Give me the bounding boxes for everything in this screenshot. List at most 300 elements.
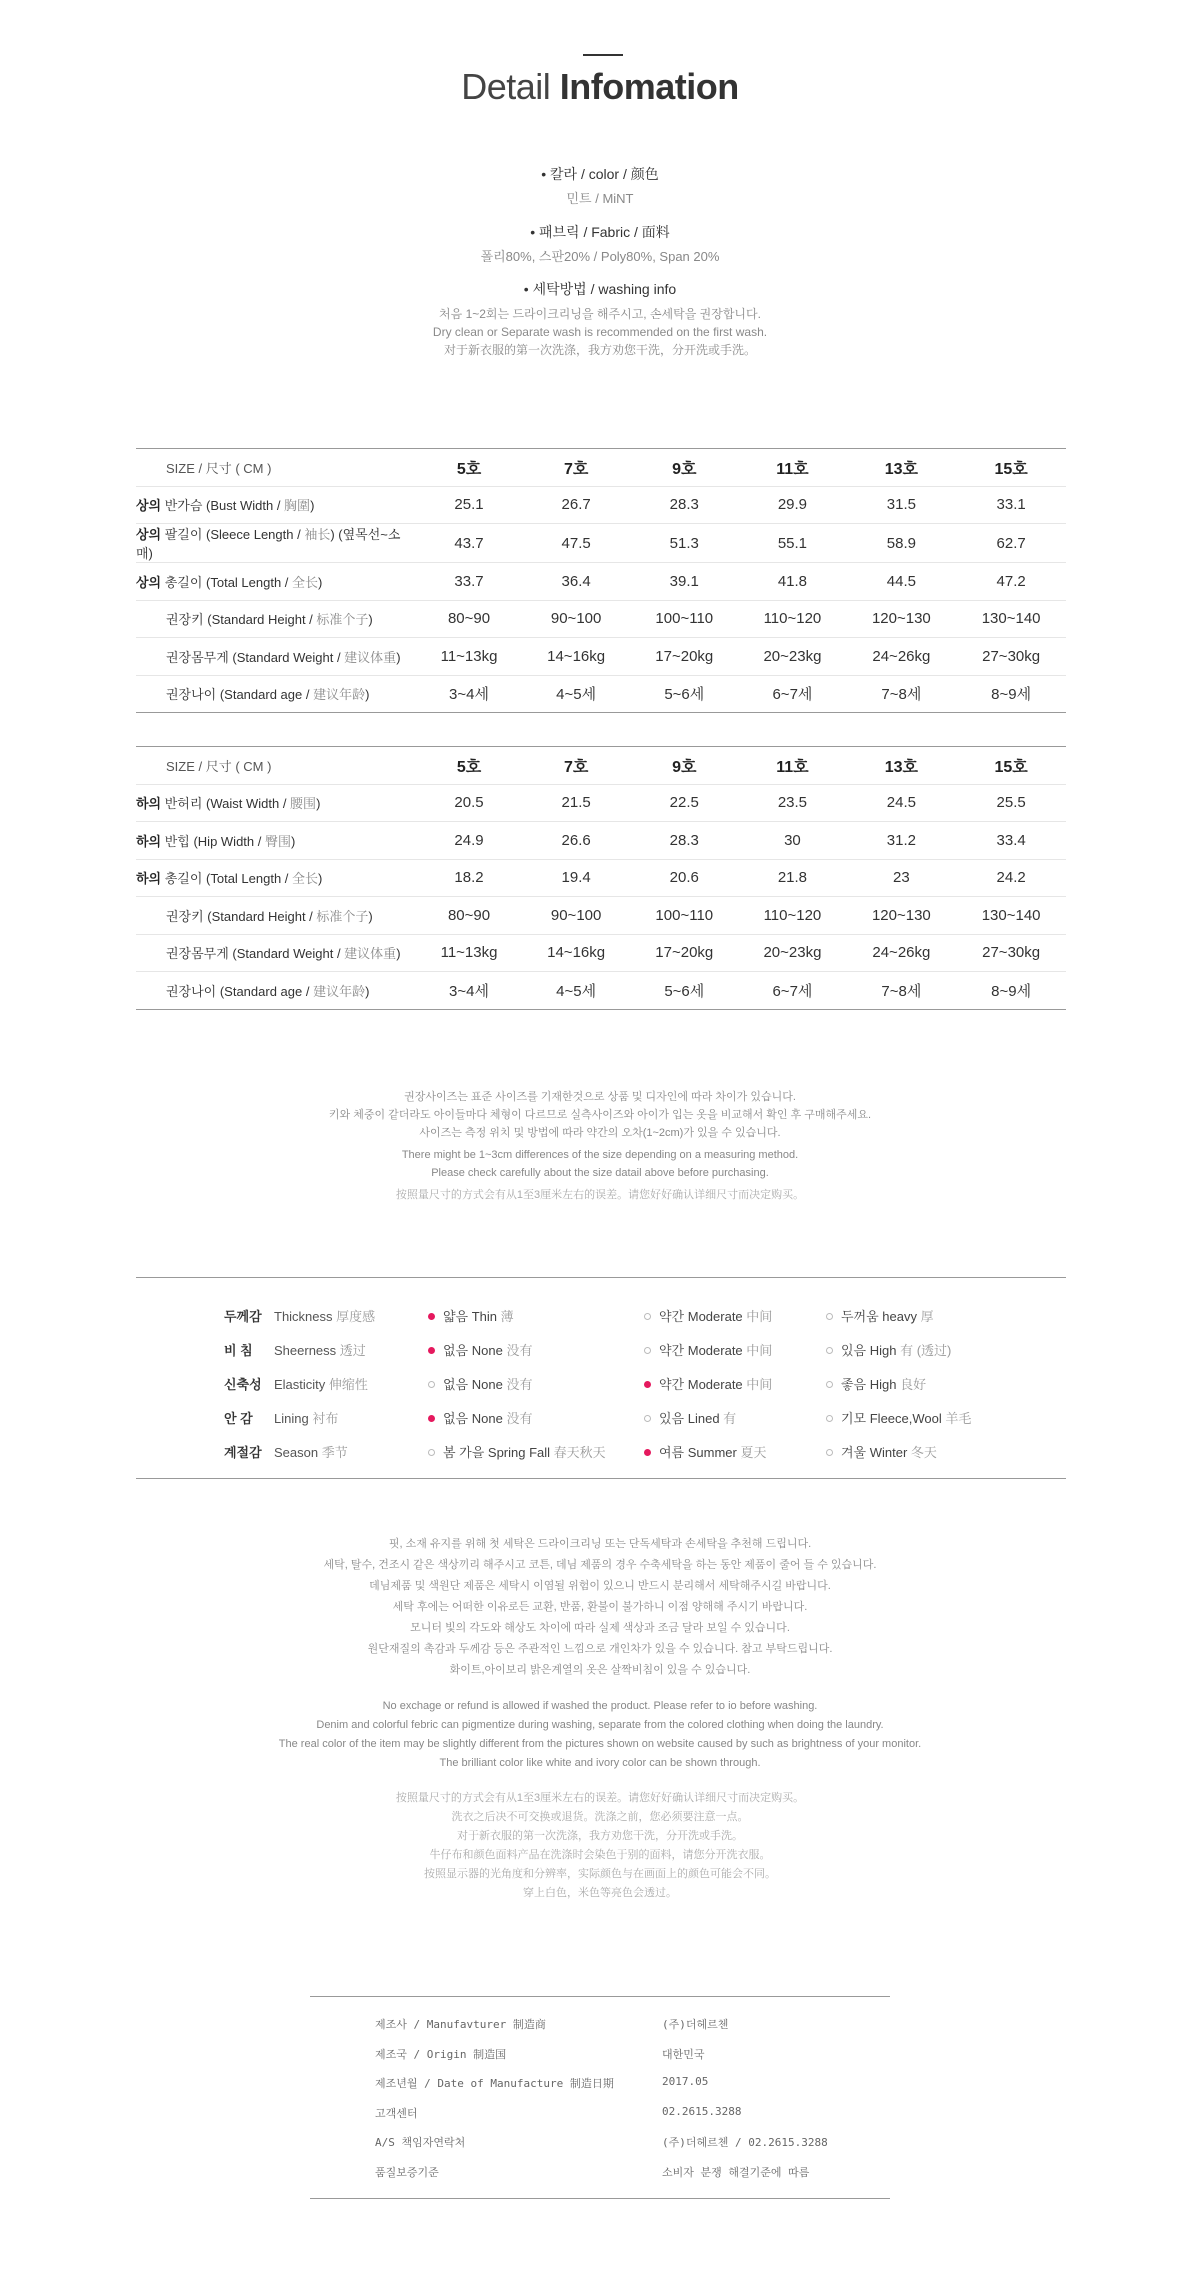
table-cell: 21.5 bbox=[522, 784, 630, 822]
property-en-text: Sheerness bbox=[274, 1343, 340, 1358]
table-cell: 43.7 bbox=[416, 524, 522, 563]
size-header-cell: 7호 bbox=[522, 449, 630, 487]
property-label: 비 침 bbox=[224, 1343, 253, 1358]
property-option bbox=[826, 1442, 937, 1461]
care-line-en: The brilliant color like white and ivory color can be shown through. bbox=[439, 1757, 761, 1769]
option-en: Moderate bbox=[687, 1309, 747, 1324]
row-label bbox=[136, 897, 416, 935]
table-cell: 80~90 bbox=[416, 897, 522, 935]
table-cell: 90~100 bbox=[522, 600, 630, 638]
table-row bbox=[136, 784, 1066, 822]
option-zh: 良好 bbox=[900, 1377, 927, 1392]
table-cell: 31.5 bbox=[847, 486, 957, 524]
row-label-category: 하의 bbox=[136, 871, 162, 887]
property-zh-text: 伸缩性 bbox=[328, 1377, 368, 1392]
table-cell: 24~26kg bbox=[847, 638, 957, 676]
table-cell: 8~9세 bbox=[956, 972, 1066, 1010]
row-label-zh: 袖长 bbox=[304, 527, 331, 542]
washing-note-kr: 처음 1~2회는 드라이크리닝을 해주시고, 손세탁을 권장합니다. bbox=[439, 307, 761, 321]
size-note-en-1: There might be 1~3cm differences of the size depending on a measuring method. bbox=[401, 1149, 799, 1161]
table-cell: 20.6 bbox=[630, 859, 738, 897]
table-cell: 17~20kg bbox=[630, 934, 738, 972]
table-cell: 36.4 bbox=[522, 563, 630, 601]
option-zh: 有 bbox=[723, 1411, 737, 1426]
table-cell: 3~4세 bbox=[416, 972, 522, 1010]
property-row bbox=[136, 1306, 1066, 1326]
table-cell: 58.9 bbox=[847, 524, 957, 563]
table-cell: 8~9세 bbox=[956, 675, 1066, 713]
size-note-zh: 按照量尺寸的方式会有从1至3厘米左右的误差。请您好好确认详细尺寸而决定购买。 bbox=[395, 1189, 805, 1201]
table-row bbox=[136, 859, 1066, 897]
size-header-cell: 9호 bbox=[630, 449, 738, 487]
property-option bbox=[644, 1340, 772, 1359]
table-cell: 20.5 bbox=[416, 784, 522, 822]
color-heading: • 칼라 / color / 颜色 bbox=[541, 166, 659, 182]
table-cell: 4~5세 bbox=[522, 972, 630, 1010]
option-kr: 있음 bbox=[659, 1411, 688, 1426]
option-zh: 薄 bbox=[500, 1309, 514, 1324]
manufacturer-value: 대한민국 bbox=[662, 2047, 705, 2061]
size-header-cell: 5호 bbox=[416, 449, 522, 487]
row-label-zh: 臀围 bbox=[264, 833, 291, 849]
table-cell: 90~100 bbox=[522, 897, 630, 935]
size-header-cell: 11호 bbox=[738, 449, 846, 487]
manufacturer-row bbox=[310, 2046, 890, 2062]
property-label-en bbox=[274, 1374, 368, 1393]
row-label-end: ) bbox=[396, 946, 401, 962]
row-label-category: 상의 bbox=[136, 498, 162, 514]
table-cell: 7~8세 bbox=[847, 972, 957, 1010]
size-header-cell: 5호 bbox=[416, 747, 522, 785]
selected-dot-icon bbox=[428, 1415, 435, 1422]
care-notes-zh bbox=[0, 1789, 1200, 1903]
table-cell: 14~16kg bbox=[522, 934, 630, 972]
option-kr: 약간 bbox=[659, 1309, 688, 1324]
option-kr: 없음 bbox=[443, 1411, 472, 1426]
property-zh-text: 季节 bbox=[321, 1445, 348, 1460]
property-label: 안 감 bbox=[224, 1411, 253, 1426]
property-option bbox=[826, 1340, 951, 1359]
row-label-zh: 腰围 bbox=[290, 796, 317, 812]
title-light: Detail bbox=[461, 66, 551, 107]
table-cell: 31.2 bbox=[847, 822, 957, 860]
table-cell: 18.2 bbox=[416, 859, 522, 897]
option-en: Lined bbox=[687, 1411, 724, 1426]
fabric-properties bbox=[136, 1277, 1066, 1479]
property-row bbox=[136, 1340, 1066, 1360]
table-cell: 80~90 bbox=[416, 600, 522, 638]
table-cell: 130~140 bbox=[956, 897, 1066, 935]
row-label-text: 권장나이 (Standard age / bbox=[166, 687, 314, 703]
care-line-zh: 按照量尺寸的方式会有从1至3厘米左右的误差。请您好好确认详细尺寸而决定购买。 bbox=[395, 1792, 805, 1804]
table-cell: 27~30kg bbox=[956, 934, 1066, 972]
manufacturer-value: 2017.05 bbox=[662, 2075, 709, 2088]
table-cell: 47.2 bbox=[956, 563, 1066, 601]
table-cell: 4~5세 bbox=[522, 675, 630, 713]
option-en: High bbox=[869, 1343, 901, 1358]
row-label-end: ) bbox=[318, 574, 323, 590]
table-row bbox=[136, 897, 1066, 935]
table-row bbox=[136, 675, 1066, 713]
unselected-dot-icon bbox=[826, 1415, 833, 1422]
property-option bbox=[826, 1408, 971, 1427]
table-header-row bbox=[136, 449, 1066, 487]
table-cell: 62.7 bbox=[956, 524, 1066, 563]
property-en-text: Elasticity bbox=[274, 1377, 329, 1392]
row-label-end: ) bbox=[318, 871, 323, 887]
table-cell: 25.1 bbox=[416, 486, 522, 524]
table-cell: 17~20kg bbox=[630, 638, 738, 676]
property-option bbox=[428, 1408, 532, 1427]
option-kr: 봄 가을 bbox=[443, 1445, 488, 1460]
selected-dot-icon bbox=[644, 1449, 651, 1456]
option-kr: 없음 bbox=[443, 1377, 472, 1392]
size-note-kr-2: 키와 체중이 같더라도 아이들마다 체형이 다르므로 실측사이즈와 아이가 입는 옷을 비교해서 확인 후 구매해주세요. bbox=[328, 1109, 872, 1121]
washing-heading: • 세탁방법 / washing info bbox=[523, 281, 677, 297]
option-en: None bbox=[471, 1411, 507, 1426]
unselected-dot-icon bbox=[826, 1381, 833, 1388]
table-cell: 39.1 bbox=[630, 563, 738, 601]
property-label: 계절감 bbox=[224, 1445, 262, 1460]
table-cell: 6~7세 bbox=[738, 972, 846, 1010]
option-zh: 有 (透过) bbox=[900, 1343, 952, 1358]
option-kr: 있음 bbox=[841, 1343, 870, 1358]
table-cell: 21.8 bbox=[738, 859, 846, 897]
manufacturer-row bbox=[310, 2134, 890, 2150]
table-cell: 55.1 bbox=[738, 524, 846, 563]
property-option bbox=[428, 1374, 532, 1393]
care-line-en: No exchage or refund is allowed if washed the product. Please refer to io before washing. bbox=[382, 1700, 818, 1712]
table-cell: 7~8세 bbox=[847, 675, 957, 713]
size-header-cell: 7호 bbox=[522, 747, 630, 785]
option-zh: 没有 bbox=[506, 1377, 533, 1392]
property-row bbox=[136, 1442, 1066, 1462]
property-row bbox=[136, 1374, 1066, 1394]
manufacturer-key: 제조년월 / Date of Manufacture 制造日期 bbox=[375, 2077, 614, 2090]
row-label-zh: 胸圍 bbox=[284, 498, 311, 514]
table-row bbox=[136, 600, 1066, 638]
table-cell: 25.5 bbox=[956, 784, 1066, 822]
size-header-cell: 15호 bbox=[956, 747, 1066, 785]
row-label bbox=[136, 972, 416, 1010]
option-kr: 좋음 bbox=[841, 1377, 870, 1392]
option-en: None bbox=[471, 1343, 507, 1358]
row-label-zh: 建议体重 bbox=[344, 649, 397, 665]
manufacturer-value: 02.2615.3288 bbox=[662, 2104, 742, 2118]
manufacturer-row bbox=[310, 2016, 890, 2032]
size-header-cell: 9호 bbox=[630, 747, 738, 785]
care-line-kr: 핏, 소재 유지를 위해 첫 세탁은 드라이크리닝 또는 단독세탁과 손세탁을 추천해 드립니다. bbox=[388, 1538, 812, 1550]
table-cell: 5~6세 bbox=[630, 972, 738, 1010]
row-label-text: 권장몸무게 (Standard Weight / bbox=[166, 946, 345, 962]
table-row bbox=[136, 638, 1066, 676]
row-label-zh: 全长 bbox=[292, 574, 319, 590]
row-label-zh: 标准个子 bbox=[316, 908, 369, 924]
care-notes-kr bbox=[0, 1534, 1200, 1681]
property-label-en bbox=[274, 1408, 338, 1427]
table-cell: 51.3 bbox=[630, 524, 738, 563]
row-label-text: 총길이 (Total Length / bbox=[161, 574, 293, 590]
row-label-end: ) bbox=[365, 983, 370, 999]
manufacturer-value: 소비자 분쟁 해결기준에 따름 bbox=[662, 2165, 810, 2179]
row-label bbox=[136, 675, 416, 713]
property-option bbox=[428, 1306, 514, 1325]
option-zh: 没有 bbox=[506, 1343, 533, 1358]
title-divider bbox=[583, 54, 623, 56]
row-label-category: 하의 bbox=[136, 796, 162, 812]
table-cell: 33.1 bbox=[956, 486, 1066, 524]
row-label-end: ) bbox=[368, 908, 373, 924]
property-en-text: Season bbox=[274, 1445, 322, 1460]
table-cell: 14~16kg bbox=[522, 638, 630, 676]
table-cell: 24.2 bbox=[956, 859, 1066, 897]
table-cell: 100~110 bbox=[630, 897, 738, 935]
manufacturer-key: 품질보증기준 bbox=[375, 2165, 439, 2179]
row-label-category: 상의 bbox=[136, 527, 162, 542]
option-zh: 羊毛 bbox=[945, 1411, 972, 1426]
option-kr: 얇음 bbox=[443, 1309, 472, 1324]
washing-info bbox=[0, 279, 1200, 359]
table-row bbox=[136, 822, 1066, 860]
option-en: Summer bbox=[687, 1445, 741, 1460]
property-en-text: Lining bbox=[274, 1411, 313, 1426]
size-header-label: SIZE / 尺寸 ( CM ) bbox=[136, 747, 416, 785]
unselected-dot-icon bbox=[428, 1381, 435, 1388]
table-row bbox=[136, 486, 1066, 524]
option-zh: 中间 bbox=[746, 1343, 773, 1358]
option-en: Fleece,Wool bbox=[869, 1411, 946, 1426]
row-label-zh: 标准个子 bbox=[316, 612, 369, 628]
unselected-dot-icon bbox=[644, 1347, 651, 1354]
table-cell: 120~130 bbox=[847, 897, 957, 935]
size-note-kr-3: 사이즈는 측정 위치 및 방법에 따라 약간의 오차(1~2cm)가 있을 수 있습니다. bbox=[419, 1127, 781, 1139]
property-label-en bbox=[274, 1340, 366, 1359]
property-option bbox=[428, 1340, 532, 1359]
care-line-kr: 데님제품 및 색원단 제품은 세탁시 이염될 위험이 있으니 반드시 분리해서 세탁해주시길 바랍니다. bbox=[369, 1580, 831, 1592]
unselected-dot-icon bbox=[826, 1313, 833, 1320]
color-info bbox=[0, 164, 1200, 207]
care-line-zh: 洗衣之后决不可交换或退货。洗涤之前，您必须要注意一点。 bbox=[451, 1811, 749, 1823]
care-line-kr: 화이트,아이보리 밝은계열의 옷은 살짝비침이 있을 수 있습니다. bbox=[449, 1664, 751, 1676]
table-row bbox=[136, 972, 1066, 1010]
table-cell: 110~120 bbox=[738, 897, 846, 935]
option-en: Moderate bbox=[687, 1377, 747, 1392]
row-label-end: ) bbox=[310, 498, 315, 514]
option-zh: 中间 bbox=[746, 1309, 773, 1324]
care-line-zh: 按照显示器的光角度和分辨率，实际颜色与在画面上的颜色可能会不同。 bbox=[424, 1868, 776, 1880]
table-cell: 24~26kg bbox=[847, 934, 957, 972]
care-line-zh: 对于新衣服的第一次洗涤，我方劝您干洗，分开洗或手洗。 bbox=[457, 1830, 743, 1842]
row-label-end: ) bbox=[291, 833, 296, 849]
row-label-end: ) bbox=[316, 796, 321, 812]
option-kr: 겨울 bbox=[841, 1445, 870, 1460]
table-cell: 26.7 bbox=[522, 486, 630, 524]
table-cell: 30 bbox=[738, 822, 846, 860]
size-header-cell: 15호 bbox=[956, 449, 1066, 487]
manufacturer-key: 제조사 / Manufavturer 制造商 bbox=[375, 2018, 546, 2031]
care-line-kr: 모니터 빛의 각도와 해상도 차이에 따라 실제 색상과 조금 달라 보일 수 있습니다. bbox=[410, 1622, 790, 1634]
property-option bbox=[826, 1374, 926, 1393]
table-cell: 23.5 bbox=[738, 784, 846, 822]
table-cell: 130~140 bbox=[956, 600, 1066, 638]
table-cell: 11~13kg bbox=[416, 638, 522, 676]
row-label-zh: 建议年龄 bbox=[313, 687, 366, 703]
row-label-text: 반가슴 (Bust Width / bbox=[161, 498, 285, 514]
size-header-cell: 13호 bbox=[847, 449, 957, 487]
option-en: None bbox=[471, 1377, 507, 1392]
property-label-en bbox=[274, 1306, 375, 1325]
option-kr: 약간 bbox=[659, 1377, 688, 1392]
row-label-zh: 建议年龄 bbox=[313, 983, 366, 999]
table-cell: 120~130 bbox=[847, 600, 957, 638]
selected-dot-icon bbox=[428, 1347, 435, 1354]
unselected-dot-icon bbox=[428, 1449, 435, 1456]
manufacturer-key: 고객센터 bbox=[375, 2106, 418, 2120]
option-kr: 여름 bbox=[659, 1445, 688, 1460]
property-option bbox=[644, 1442, 766, 1461]
manufacturer-value: (주)더헤르첸 / 02.2615.3288 bbox=[662, 2136, 828, 2149]
size-note-kr-1: 권장사이즈는 표준 사이즈를 기재한것으로 상품 및 디자인에 따라 차이가 있습니다. bbox=[404, 1091, 796, 1103]
table-cell: 41.8 bbox=[738, 563, 846, 601]
row-label-text: 권장키 (Standard Height / bbox=[166, 612, 317, 628]
color-value: 민트 / MiNT bbox=[566, 191, 634, 206]
manufacturer-row bbox=[310, 2075, 890, 2091]
row-label-end: ) bbox=[368, 612, 373, 628]
row-label-zh: 全长 bbox=[292, 871, 319, 887]
option-kr: 기모 bbox=[841, 1411, 870, 1426]
option-en: Spring Fall bbox=[487, 1445, 554, 1460]
table-cell: 100~110 bbox=[630, 600, 738, 638]
row-label bbox=[136, 934, 416, 972]
fabric-heading: • 패브릭 / Fabric / 面料 bbox=[530, 224, 670, 240]
table-cell: 20~23kg bbox=[738, 934, 846, 972]
unselected-dot-icon bbox=[826, 1449, 833, 1456]
row-label-category: 상의 bbox=[136, 574, 162, 590]
table-cell: 33.7 bbox=[416, 563, 522, 601]
washing-note-zh: 对于新衣服的第一次洗涤，我方劝您干洗，分开洗或手洗。 bbox=[443, 343, 756, 357]
row-label-end: ) (옆목선~소매) bbox=[136, 527, 401, 561]
table-cell: 20~23kg bbox=[738, 638, 846, 676]
table-row bbox=[136, 563, 1066, 601]
property-label-en bbox=[274, 1442, 348, 1461]
option-en: Winter bbox=[869, 1445, 911, 1460]
row-label bbox=[136, 822, 416, 860]
property-option bbox=[644, 1306, 772, 1325]
option-en: High bbox=[869, 1377, 901, 1392]
row-label-text: 권장나이 (Standard age / bbox=[166, 983, 314, 999]
row-label-text: 반허리 (Waist Width / bbox=[161, 796, 291, 812]
table-cell: 11~13kg bbox=[416, 934, 522, 972]
care-notes bbox=[0, 1534, 1200, 1903]
manufacturer-key: 제조국 / Origin 制造国 bbox=[375, 2047, 507, 2061]
unselected-dot-icon bbox=[644, 1313, 651, 1320]
size-header-label: SIZE / 尺寸 ( CM ) bbox=[136, 449, 416, 487]
property-option bbox=[644, 1374, 772, 1393]
option-kr: 없음 bbox=[443, 1343, 472, 1358]
size-note-en-2: Please check carefully about the size datail above before purchasing. bbox=[431, 1167, 769, 1179]
table-cell: 28.3 bbox=[630, 822, 738, 860]
manufacturer-info bbox=[310, 1996, 890, 2199]
property-option bbox=[428, 1442, 606, 1461]
row-label bbox=[136, 859, 416, 897]
row-label-category: 하의 bbox=[136, 833, 162, 849]
care-line-zh: 穿上白色，米色等亮色会透过。 bbox=[523, 1887, 677, 1899]
care-line-kr: 세탁 후에는 어떠한 이유로든 교환, 반품, 환불이 불가하니 이점 양해해 주시기 바랍니다. bbox=[392, 1601, 808, 1613]
table-cell: 29.9 bbox=[738, 486, 846, 524]
table-cell: 3~4세 bbox=[416, 675, 522, 713]
manufacturer-row bbox=[310, 2105, 890, 2121]
row-label bbox=[136, 524, 416, 563]
table-row bbox=[136, 524, 1066, 563]
table-cell: 24.9 bbox=[416, 822, 522, 860]
selected-dot-icon bbox=[428, 1313, 435, 1320]
table-header-row bbox=[136, 747, 1066, 785]
option-kr: 두꺼움 bbox=[841, 1309, 883, 1324]
row-label-text: 팔길이 (Sleece Length / bbox=[161, 527, 305, 542]
care-line-en: Denim and colorful febric can pigmentize during washing, separate from the colored clothing when doing the laundry. bbox=[316, 1719, 884, 1731]
table-cell: 33.4 bbox=[956, 822, 1066, 860]
property-option bbox=[826, 1306, 934, 1325]
option-zh: 夏天 bbox=[740, 1445, 767, 1460]
manufacturer-value: (주)더헤르첸 bbox=[662, 2018, 729, 2031]
row-label-end: ) bbox=[365, 687, 370, 703]
care-notes-en bbox=[0, 1697, 1200, 1773]
table-cell: 5~6세 bbox=[630, 675, 738, 713]
row-label-text: 권장키 (Standard Height / bbox=[166, 908, 317, 924]
table-cell: 47.5 bbox=[522, 524, 630, 563]
row-label-text: 반힙 (Hip Width / bbox=[161, 833, 265, 849]
table-cell: 110~120 bbox=[738, 600, 846, 638]
row-label bbox=[136, 600, 416, 638]
property-en-text: Thickness bbox=[274, 1309, 337, 1324]
size-header-cell: 11호 bbox=[738, 747, 846, 785]
unselected-dot-icon bbox=[826, 1347, 833, 1354]
manufacturer-row bbox=[310, 2164, 890, 2180]
property-row bbox=[136, 1408, 1066, 1428]
care-line-kr: 세탁, 탈수, 건조시 같은 색상끼리 해주시고 코튼, 데님 제품의 경우 수축세탁을 하는 동안 제품이 줄어 들 수 있습니다. bbox=[323, 1559, 877, 1571]
row-label-zh: 建议体重 bbox=[344, 946, 397, 962]
option-kr: 약간 bbox=[659, 1343, 688, 1358]
property-label: 두께감 bbox=[224, 1309, 262, 1324]
top-size-table bbox=[136, 448, 1066, 713]
table-row bbox=[136, 934, 1066, 972]
option-en: Thin bbox=[471, 1309, 501, 1324]
row-label bbox=[136, 784, 416, 822]
bottom-size-table bbox=[136, 746, 1066, 1010]
care-line-zh: 牛仔布和颜色面料产品在洗涤时会染色于别的面料，请您分开洗衣服。 bbox=[429, 1849, 771, 1861]
property-option bbox=[644, 1408, 736, 1427]
table-cell: 24.5 bbox=[847, 784, 957, 822]
property-zh-text: 衬布 bbox=[312, 1411, 339, 1426]
row-label bbox=[136, 486, 416, 524]
row-label bbox=[136, 563, 416, 601]
option-zh: 春天秋天 bbox=[553, 1445, 606, 1460]
table-cell: 19.4 bbox=[522, 859, 630, 897]
selected-dot-icon bbox=[644, 1381, 651, 1388]
table-cell: 28.3 bbox=[630, 486, 738, 524]
row-label bbox=[136, 638, 416, 676]
property-zh-text: 厚度感 bbox=[336, 1309, 376, 1324]
option-zh: 冬天 bbox=[910, 1445, 937, 1460]
fabric-info bbox=[0, 222, 1200, 265]
property-label: 신축성 bbox=[224, 1377, 262, 1392]
table-cell: 26.6 bbox=[522, 822, 630, 860]
size-notes bbox=[0, 1088, 1200, 1204]
row-label-text: 총길이 (Total Length / bbox=[161, 871, 293, 887]
option-zh: 中间 bbox=[746, 1377, 773, 1392]
page-title bbox=[0, 66, 1200, 108]
title-bold: Infomation bbox=[559, 66, 739, 107]
